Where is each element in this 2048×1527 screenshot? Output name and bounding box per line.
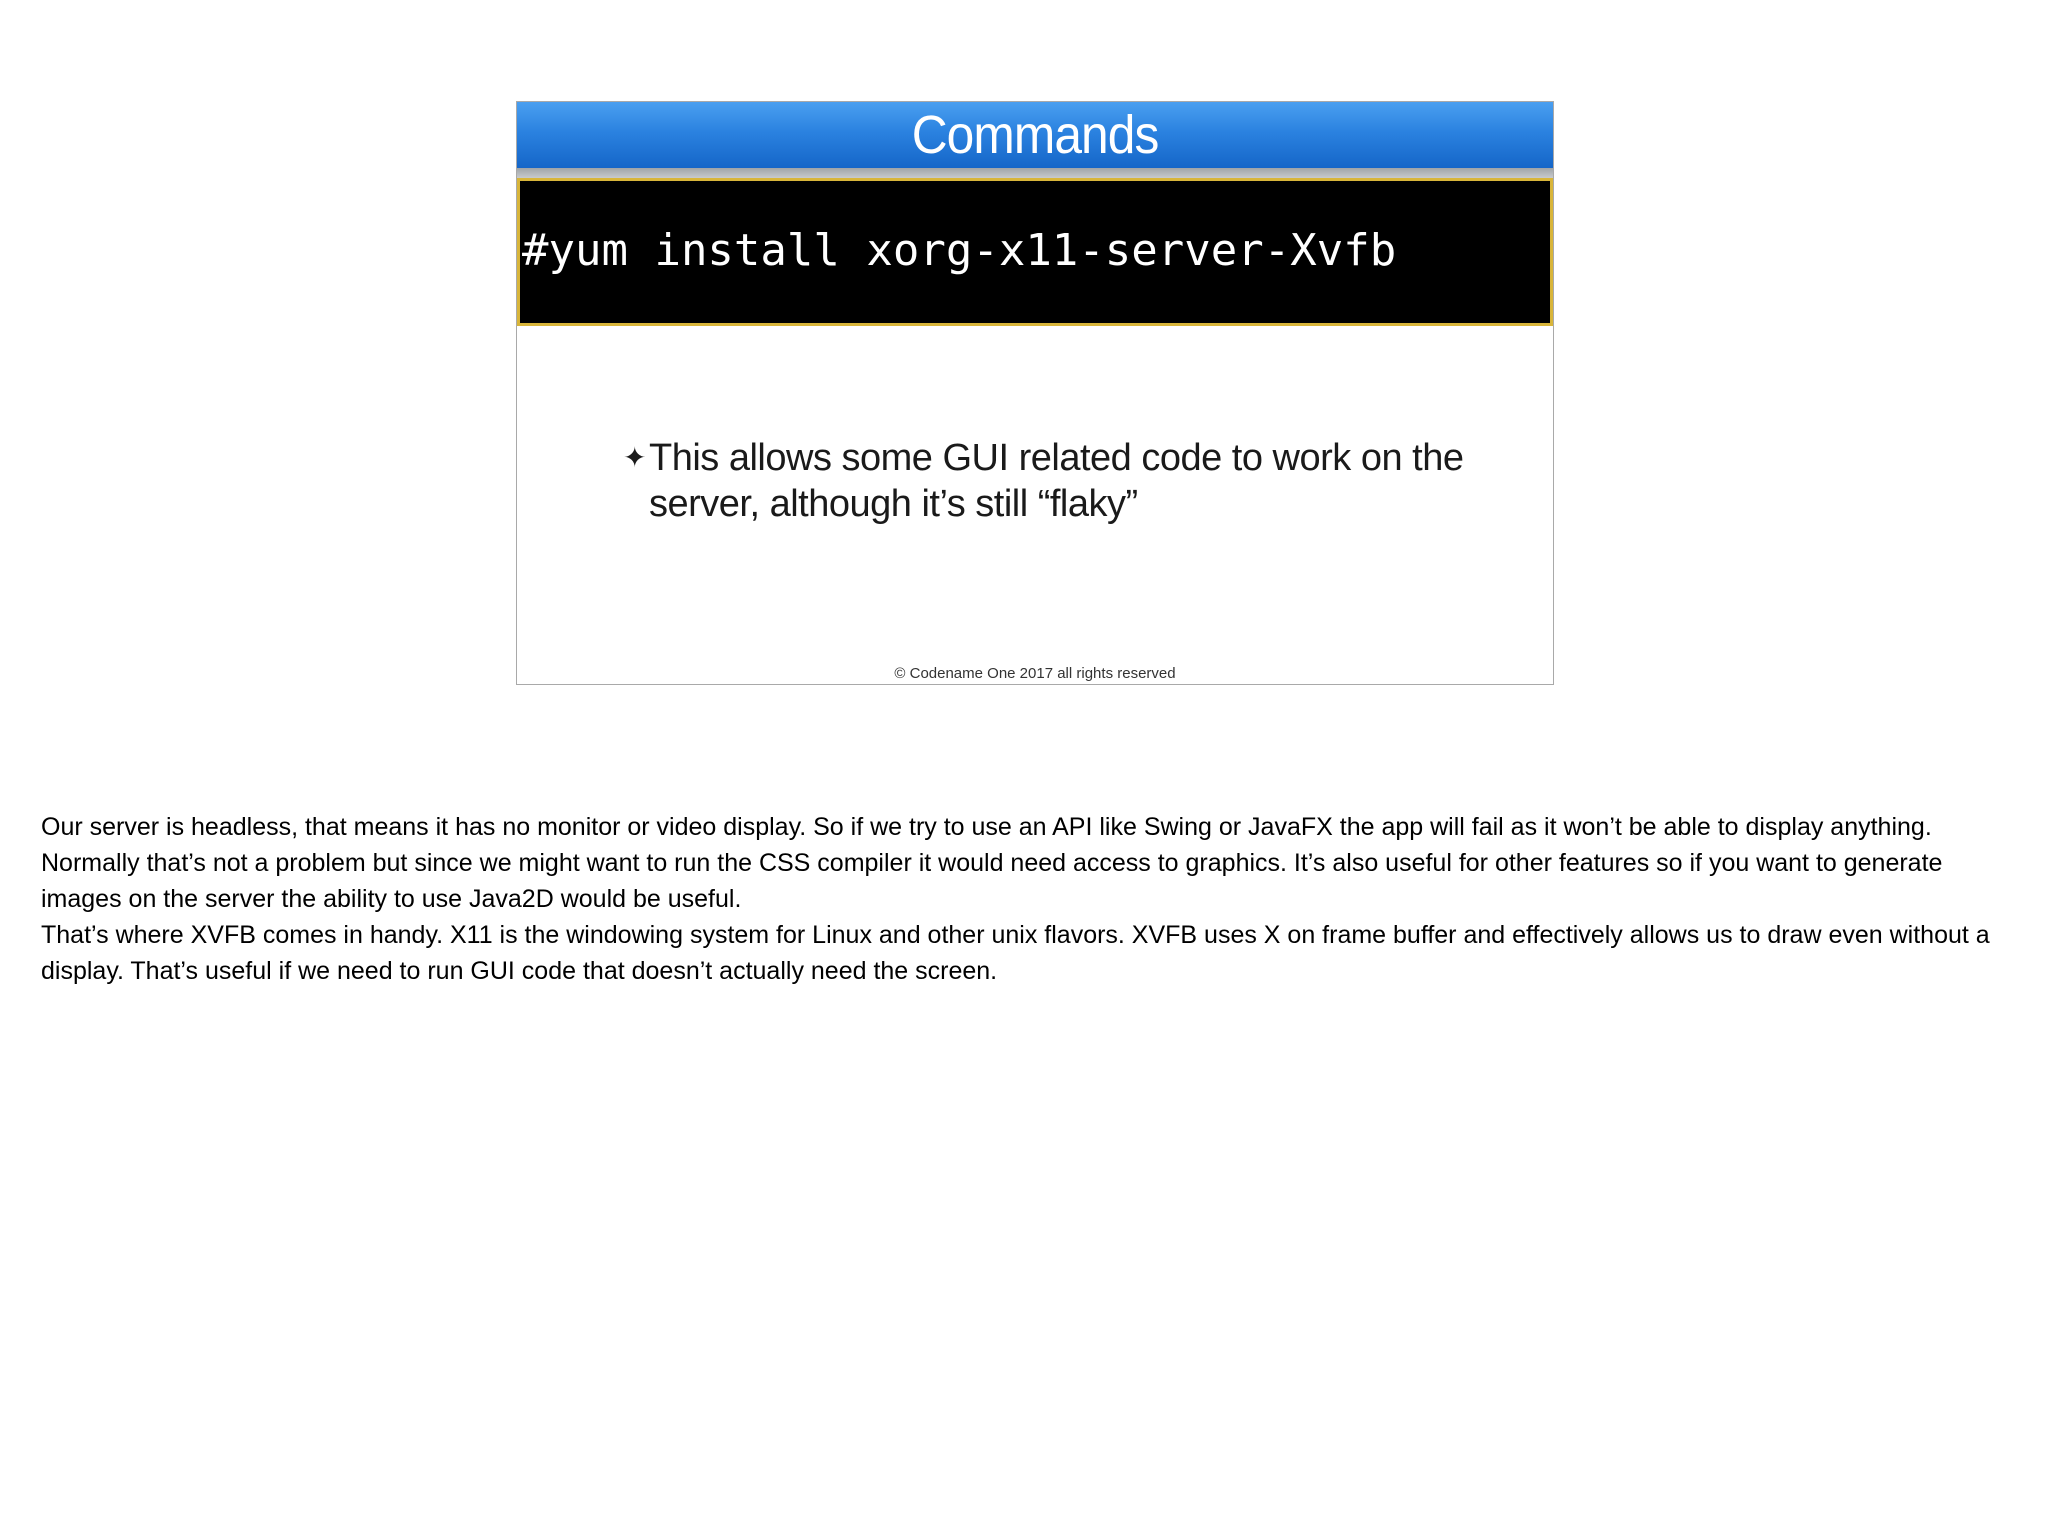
command-text: #yum install xorg-x11-server-Xvfb [522,225,1397,276]
copyright-footer: © Codename One 2017 all rights reserved [894,665,1176,682]
title-divider [517,168,1553,178]
slide-title-bar [517,102,1553,168]
command-box [517,178,1553,326]
bullet-text-line-2: server, although it’s still “flaky” [649,483,1138,525]
speaker-notes [41,809,2016,989]
notes-paragraph-1: Our server is headless, that means it has no monitor or video display. So if we try to use an API like Swing or JavaFX the app will fail as it won’t be able to display anything. Normally that’s not a problem but since we might want to run the CSS compiler it would need access to graphics. It’s also useful for other features so if you want to generate images on the server the ability to use Java2D would be useful. [41,813,1943,913]
notes-paragraph-2: That’s where XVFB comes in handy. X11 is the windowing system for Linux and other unix flavors. XVFB uses X on frame buffer and effectively allows us to draw even without a display. That’s useful if we need to run GUI code that doesn’t actually need the screen. [41,921,1990,985]
slide-title: Commands [911,105,1159,165]
star-bullet-icon: ✦ [623,442,647,473]
slide [516,101,1554,685]
bullet-text-line-1: This allows some GUI related code to work on the [649,437,1464,479]
bullet-text [649,435,1464,527]
bullet-item [623,435,1483,527]
